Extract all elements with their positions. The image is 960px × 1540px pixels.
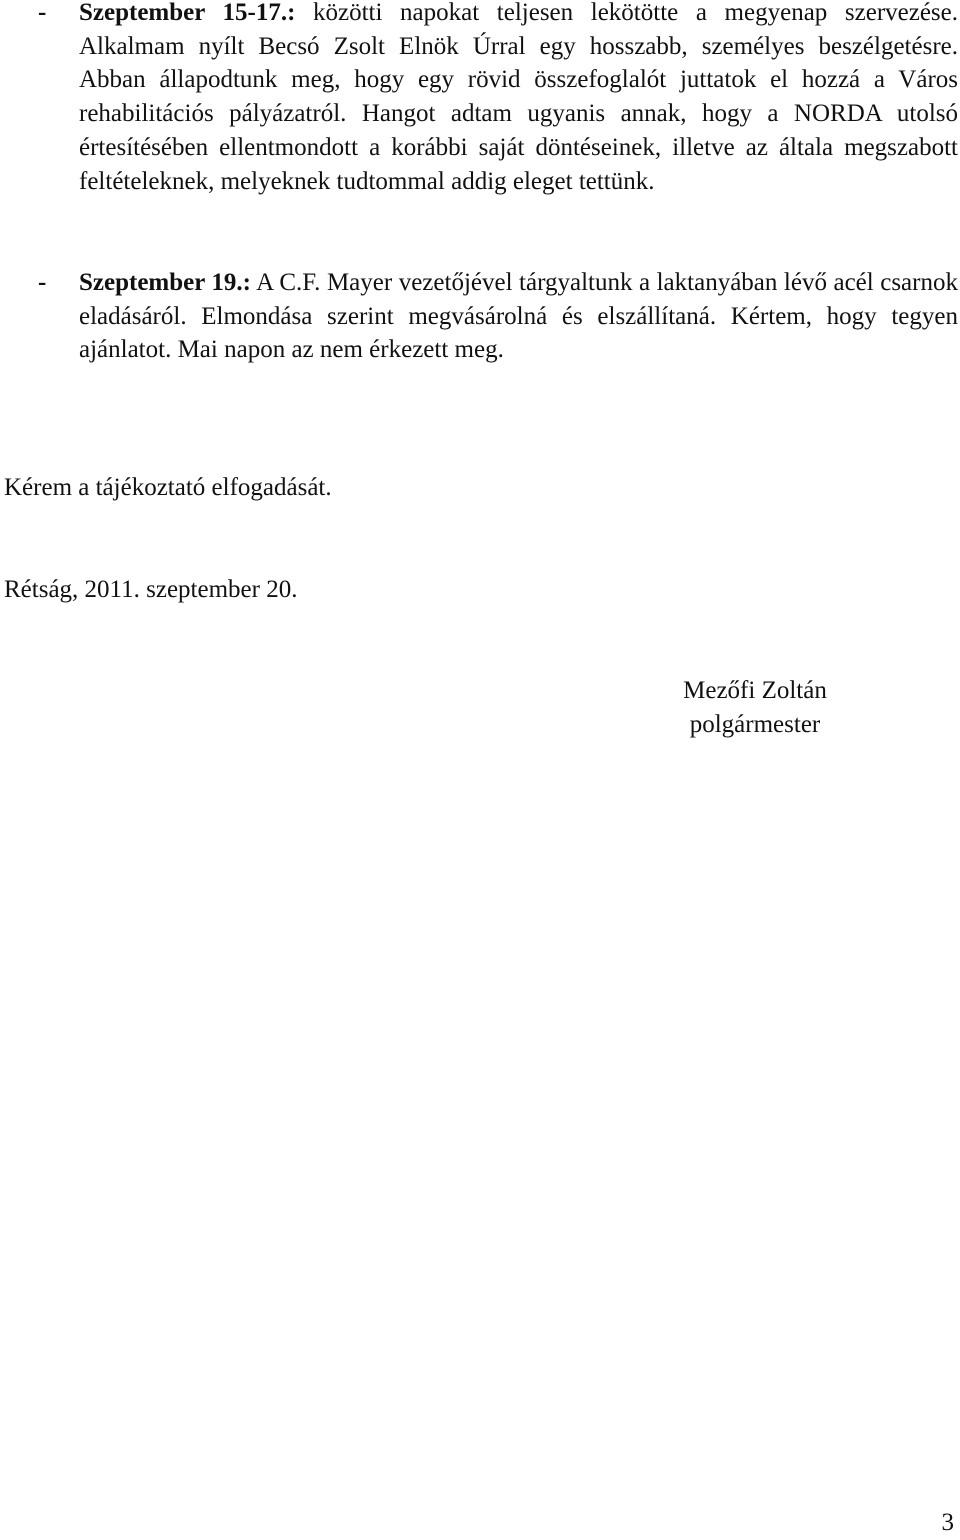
- item-date-separator: :: [287, 0, 296, 26]
- item-date-label: Szeptember 15-17.: [79, 0, 288, 26]
- item-date-separator: :: [242, 269, 251, 296]
- report-item-sept-15-17: [0, 0, 958, 198]
- list-dash: -: [38, 269, 47, 296]
- closing-request: Kérem a tájékoztató elfogadását.: [4, 474, 332, 501]
- item-text: közötti napokat teljesen lekötötte a megyenap szervezése. Alkalmam nyílt Becsó Zsolt Elnök Úrral egy hosszabb, személyes beszélgetésre. Abban állapodtunk meg, hogy egy rövid összefoglalót juttatok el hozzá a Város rehabilitációs pályázatról. Hangot adtam ugyanis annak, hogy a NORDA utolsó értesítésében ellentmondott a korábbi saját döntéseinek, illetve az általa megszabott feltételeknek, melyeknek tudtommal addig eleget tettünk.: [79, 0, 959, 195]
- report-item-body: [79, 266, 958, 367]
- signature-name: Mezőfi Zoltán: [683, 677, 827, 704]
- report-item-sept-19: [0, 266, 958, 367]
- place-and-date: Rétság, 2011. szeptember 20.: [4, 576, 298, 603]
- list-dash: -: [38, 0, 47, 26]
- page-number: 3: [941, 1509, 954, 1536]
- item-text: A C.F. Mayer vezetőjével tárgyaltunk a laktanyában lévő acél csarnok eladásáról. Elmondása szerint megvásárolná és elszállítaná. Kértem, hogy tegyen ajánlatot. Mai napon az nem érkezett meg.: [79, 269, 958, 364]
- report-item-body: [79, 0, 958, 198]
- signature-title: polgármester: [689, 711, 821, 738]
- item-date-label: Szeptember 19.: [79, 269, 243, 296]
